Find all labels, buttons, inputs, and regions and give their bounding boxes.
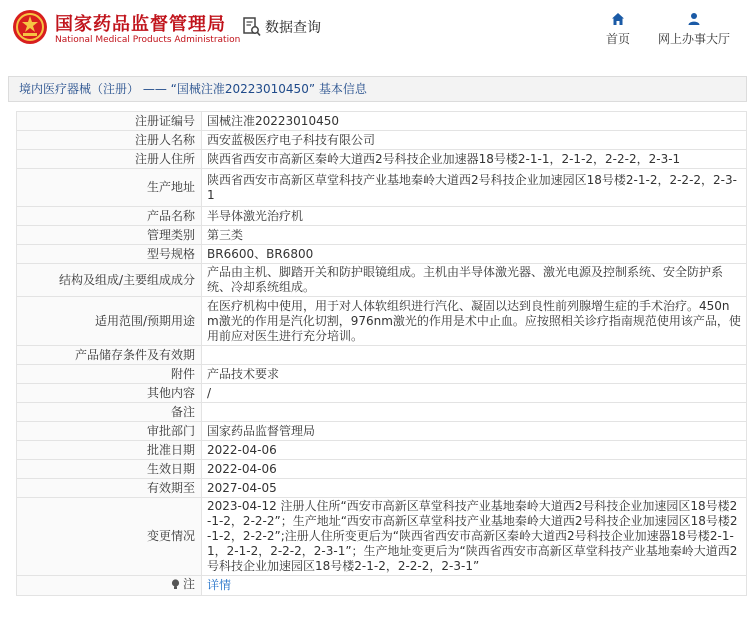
table-row [17,403,747,422]
lightbulb-icon [171,579,180,590]
field-value: / [202,384,747,403]
field-value: 第三类 [202,226,747,245]
field-value: 国械注准20223010450 [202,112,747,131]
table-row [17,346,747,365]
field-value: 产品由主机、脚踏开关和防护眼镜组成。主机由半导体激光器、激光电源及控制系统、安全防护系统、冷却系统组成。 [202,264,747,297]
site-header [0,0,755,62]
site-logo-subtitle: National Medical Products Administration [55,35,241,45]
field-label: 附件 [17,365,202,384]
field-value: 国家药品监督管理局 [202,422,747,441]
field-label: 注册人住所 [17,150,202,169]
field-label: 注册证编号 [17,112,202,131]
details-link[interactable]: 详情 [207,578,232,592]
field-label: 批准日期 [17,441,202,460]
field-value: 西安蓝极医疗电子科技有限公司 [202,131,747,150]
table-row [17,131,747,150]
note-label [17,576,202,596]
field-label: 备注 [17,403,202,422]
field-label: 注册人名称 [17,131,202,150]
field-value: 陕西省西安市高新区草堂科技产业基地秦岭大道西2号科技企业加速园区18号楼2-1-2，2-2-2，2-3-1 [202,169,747,207]
user-icon [687,12,701,26]
nav-home-label: 首页 [606,32,631,46]
table-row [17,169,747,207]
field-value: BR6600、BR6800 [202,245,747,264]
registration-info-table [16,111,747,596]
table-row [17,384,747,403]
field-value: 产品技术要求 [202,365,747,384]
field-label: 管理类别 [17,226,202,245]
field-label: 审批部门 [17,422,202,441]
field-label: 适用范围/预期用途 [17,297,202,346]
field-value [202,346,747,365]
field-value: 在医疗机构中使用，用于对人体软组织进行汽化、凝固以达到良性前列腺增生症的手术治疗。450nm激光的作用是汽化切割，976nm激光的作用是术中止血。应按照相关诊疗指南规范使用该产品，使用前应对医生进行充分培训。 [202,297,747,346]
national-emblem-icon [12,9,48,45]
table-row [17,365,747,384]
table-row [17,498,747,576]
note-label-text: 注 [182,577,195,591]
table-row [17,460,747,479]
field-value [202,403,747,422]
table-row [17,245,747,264]
field-label: 结构及组成/主要组成成分 [17,264,202,297]
field-value: 2022-04-06 [202,441,747,460]
field-label: 型号规格 [17,245,202,264]
table-row-note [17,576,747,596]
field-value: 陕西省西安市高新区秦岭大道西2号科技企业加速器18号楼2-1-1，2-1-2，2-2-2，2-3-1 [202,150,747,169]
table-row [17,441,747,460]
nav-online-service-hall-label: 网上办事大厅 [658,32,731,46]
table-row [17,207,747,226]
table-row [17,150,747,169]
field-label: 生产地址 [17,169,202,207]
table-row [17,297,747,346]
field-label: 生效日期 [17,460,202,479]
field-label: 其他内容 [17,384,202,403]
field-value: 2022-04-06 [202,460,747,479]
table-row [17,226,747,245]
field-label: 产品储存条件及有效期 [17,346,202,365]
data-query-label: 数据查询 [265,20,321,36]
table-row [17,112,747,131]
data-query-link[interactable] [243,17,321,37]
table-row [17,479,747,498]
nav-online-service-hall[interactable] [658,12,730,47]
field-label: 变更情况 [17,498,202,576]
home-icon [611,12,625,26]
field-label: 有效期至 [17,479,202,498]
field-label: 产品名称 [17,207,202,226]
table-row [17,264,747,297]
field-value: 半导体激光治疗机 [202,207,747,226]
field-value: 2023-04-12 注册人住所“西安市高新区草堂科技产业基地秦岭大道西2号科技企业加速园区18号楼2-1-2，2-2-2”；生产地址“西安市高新区草堂科技产业基地秦岭大道西2号科技企业加速园区18号楼2-1-2，2-2-2”;注册人住所变更后为“陕西省西安市高新区秦岭大道西2号科技企业加速器18号楼2-1-1，2-1-2，2-2-2，2-3-1”；生产地址变更后为“陕西省西安市高新区草堂科技产业基地秦岭大道西2号科技企业加速园区18号楼2-1-2，2-2-2，2-3-1” [202,498,747,576]
search-document-icon [243,17,261,37]
field-value: 2027-04-05 [202,479,747,498]
site-logo-title[interactable]: 国家药品监督管理局 [55,14,226,35]
breadcrumb: 境内医疗器械（注册） —— “国械注准20223010450” 基本信息 [8,76,747,102]
table-row [17,422,747,441]
nav-home[interactable] [606,12,630,47]
